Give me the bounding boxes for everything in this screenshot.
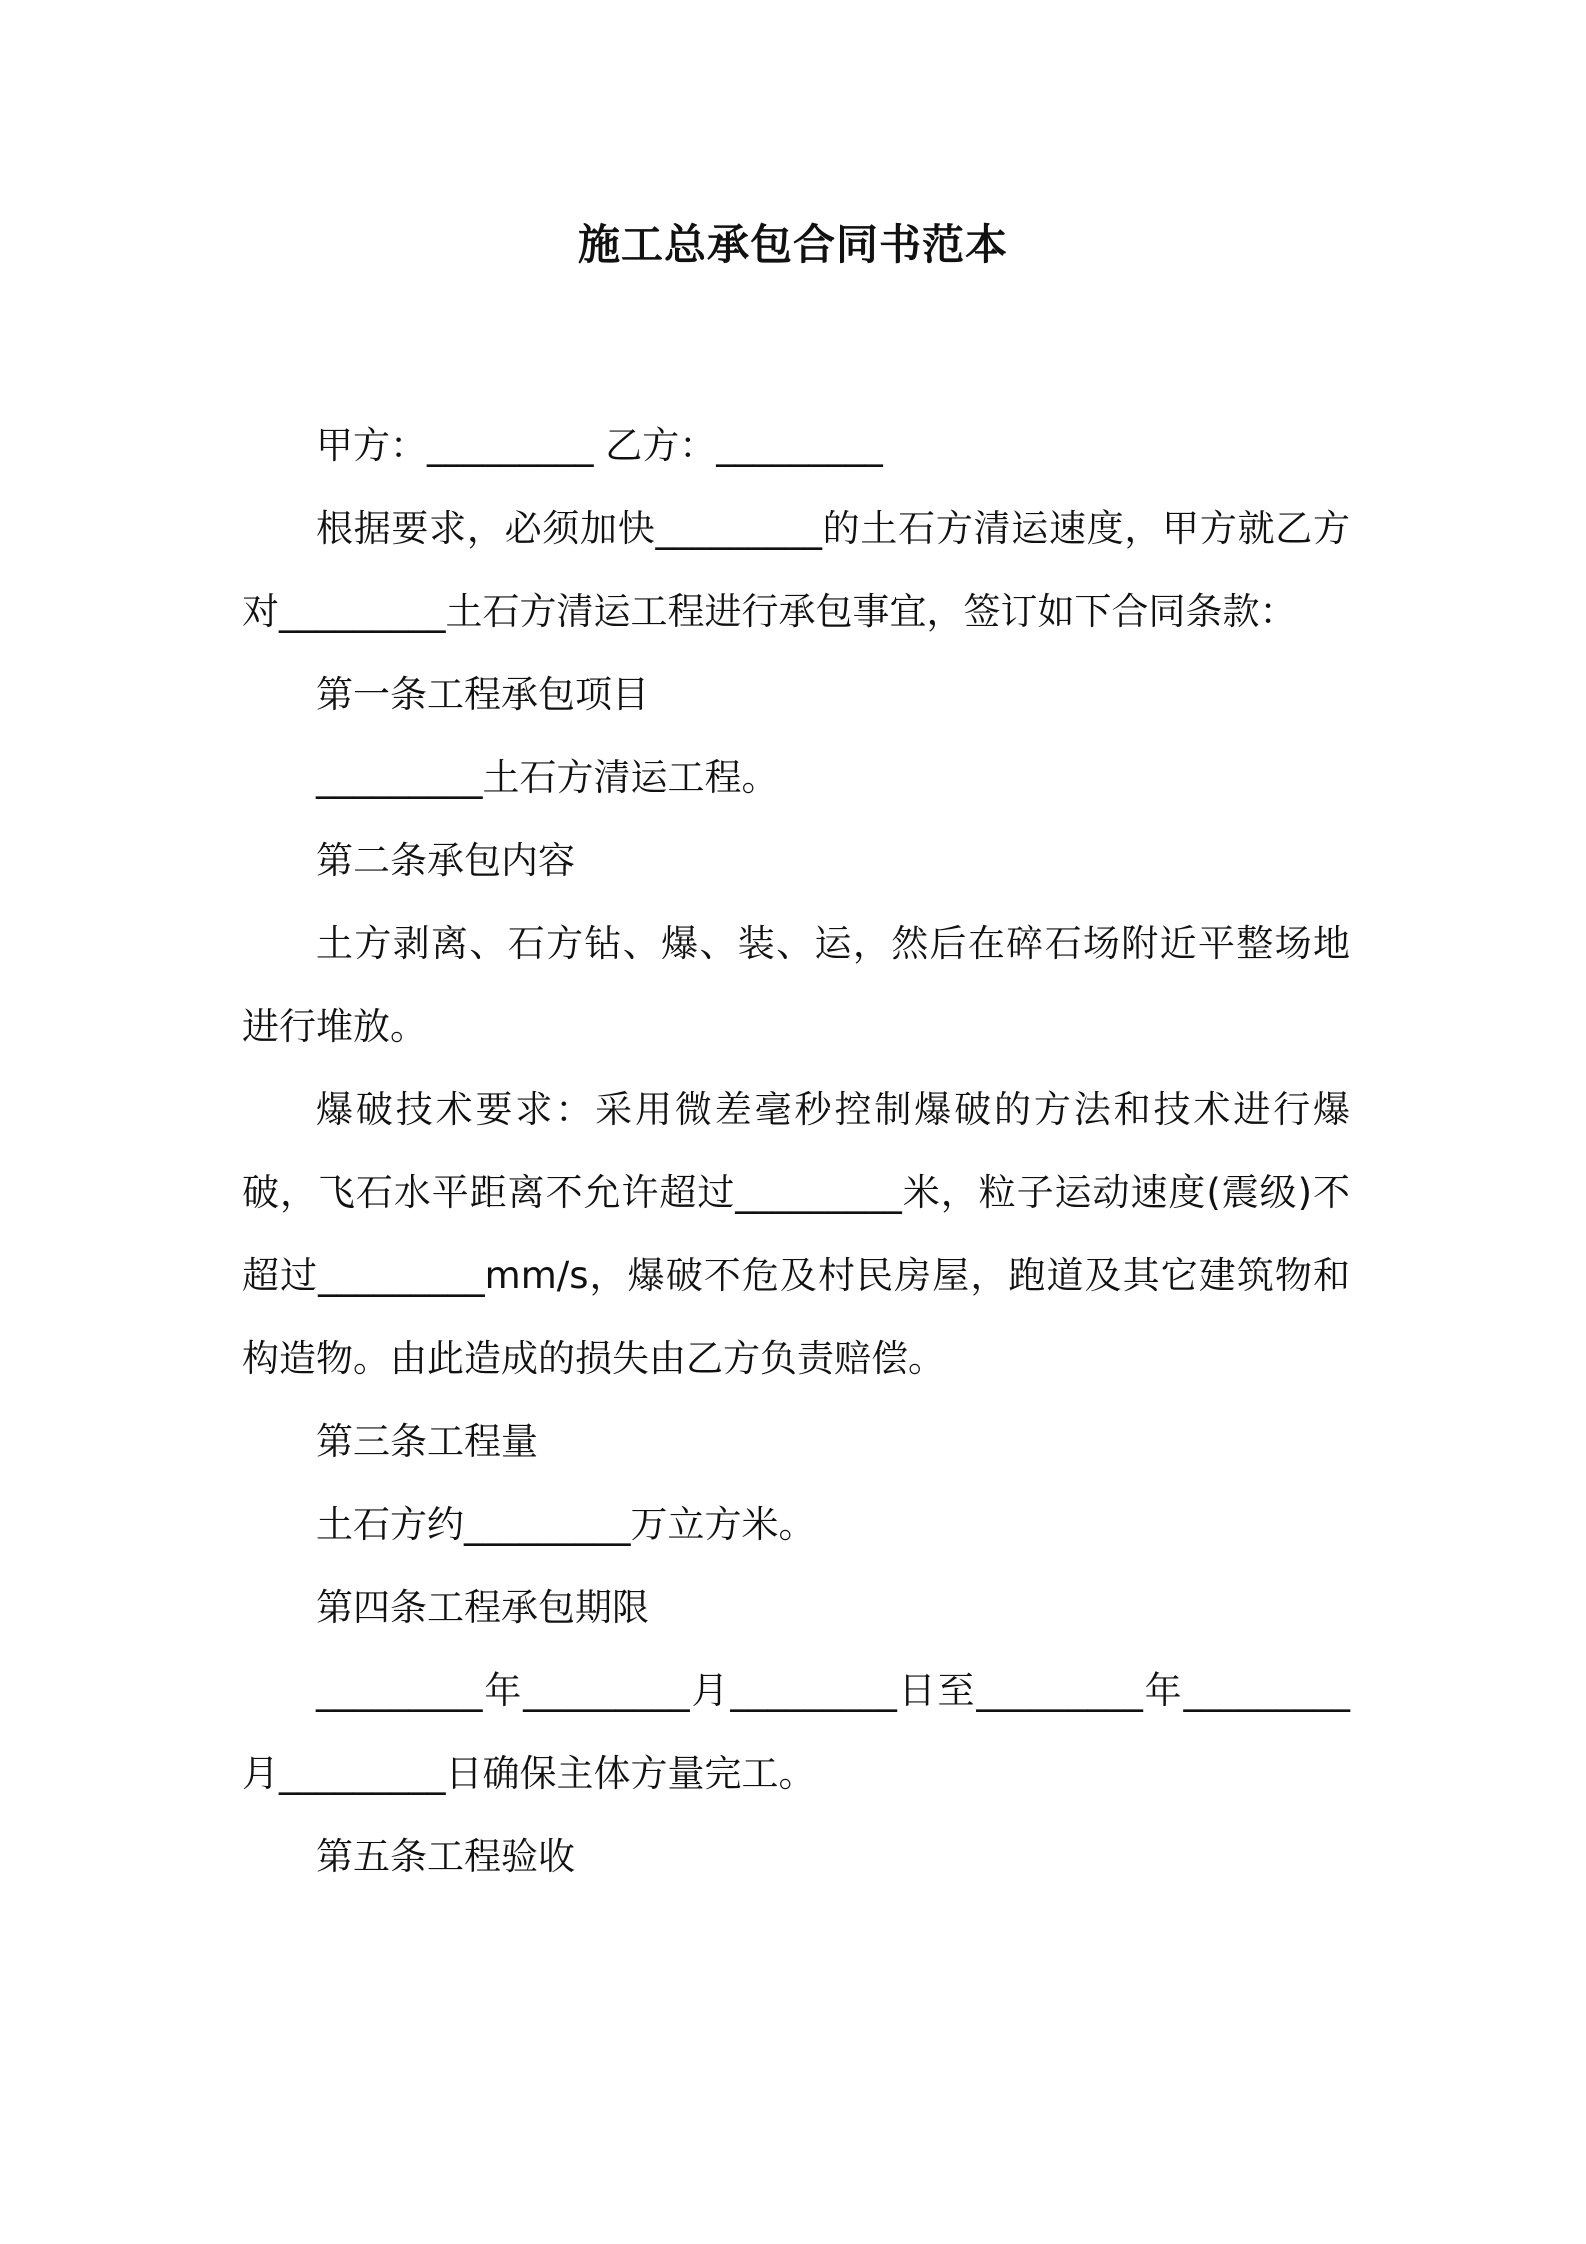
document-title: 施工总承包合同书范本 [577,220,1008,269]
article-2-text: 土方剥离、石方钻、爆、装、运，然后在碎石场附近平整场地进行堆放。 [242,922,1350,1048]
document-body [242,404,1350,1898]
article-5-heading: 第五条工程验收 [316,1835,575,1878]
article-2-heading: 第二条承包内容 [316,839,575,882]
article-4-text: _________年_________月_________日至_________年_________月_________日确保主体方量完工。 [242,1669,1350,1795]
preamble-paragraph: 根据要求，必须加快_________的土石方清运速度，甲方就乙方对_________土石方清运工程进行承包事宜，签订如下合同条款： [242,507,1350,633]
article-3-text: 土石方约_________万立方米。 [316,1503,816,1546]
article-1-text: _________土石方清运工程。 [316,756,779,799]
blasting-requirements-paragraph: 爆破技术要求：采用微差毫秒控制爆破的方法和技术进行爆破，飞石水平距离不允许超过_________米，粒子运动速度(震级)不超过_________mm/s，爆破不危及村民房屋，跑道及其它建筑物和构造物。由此造成的损失由乙方负责赔偿。 [242,1088,1350,1380]
article-4-heading: 第四条工程承包期限 [316,1586,649,1629]
article-3-heading: 第三条工程量 [316,1420,538,1463]
party-line: 甲方：_________ 乙方：_________ [316,424,883,467]
article-1-heading: 第一条工程承包项目 [316,673,649,716]
